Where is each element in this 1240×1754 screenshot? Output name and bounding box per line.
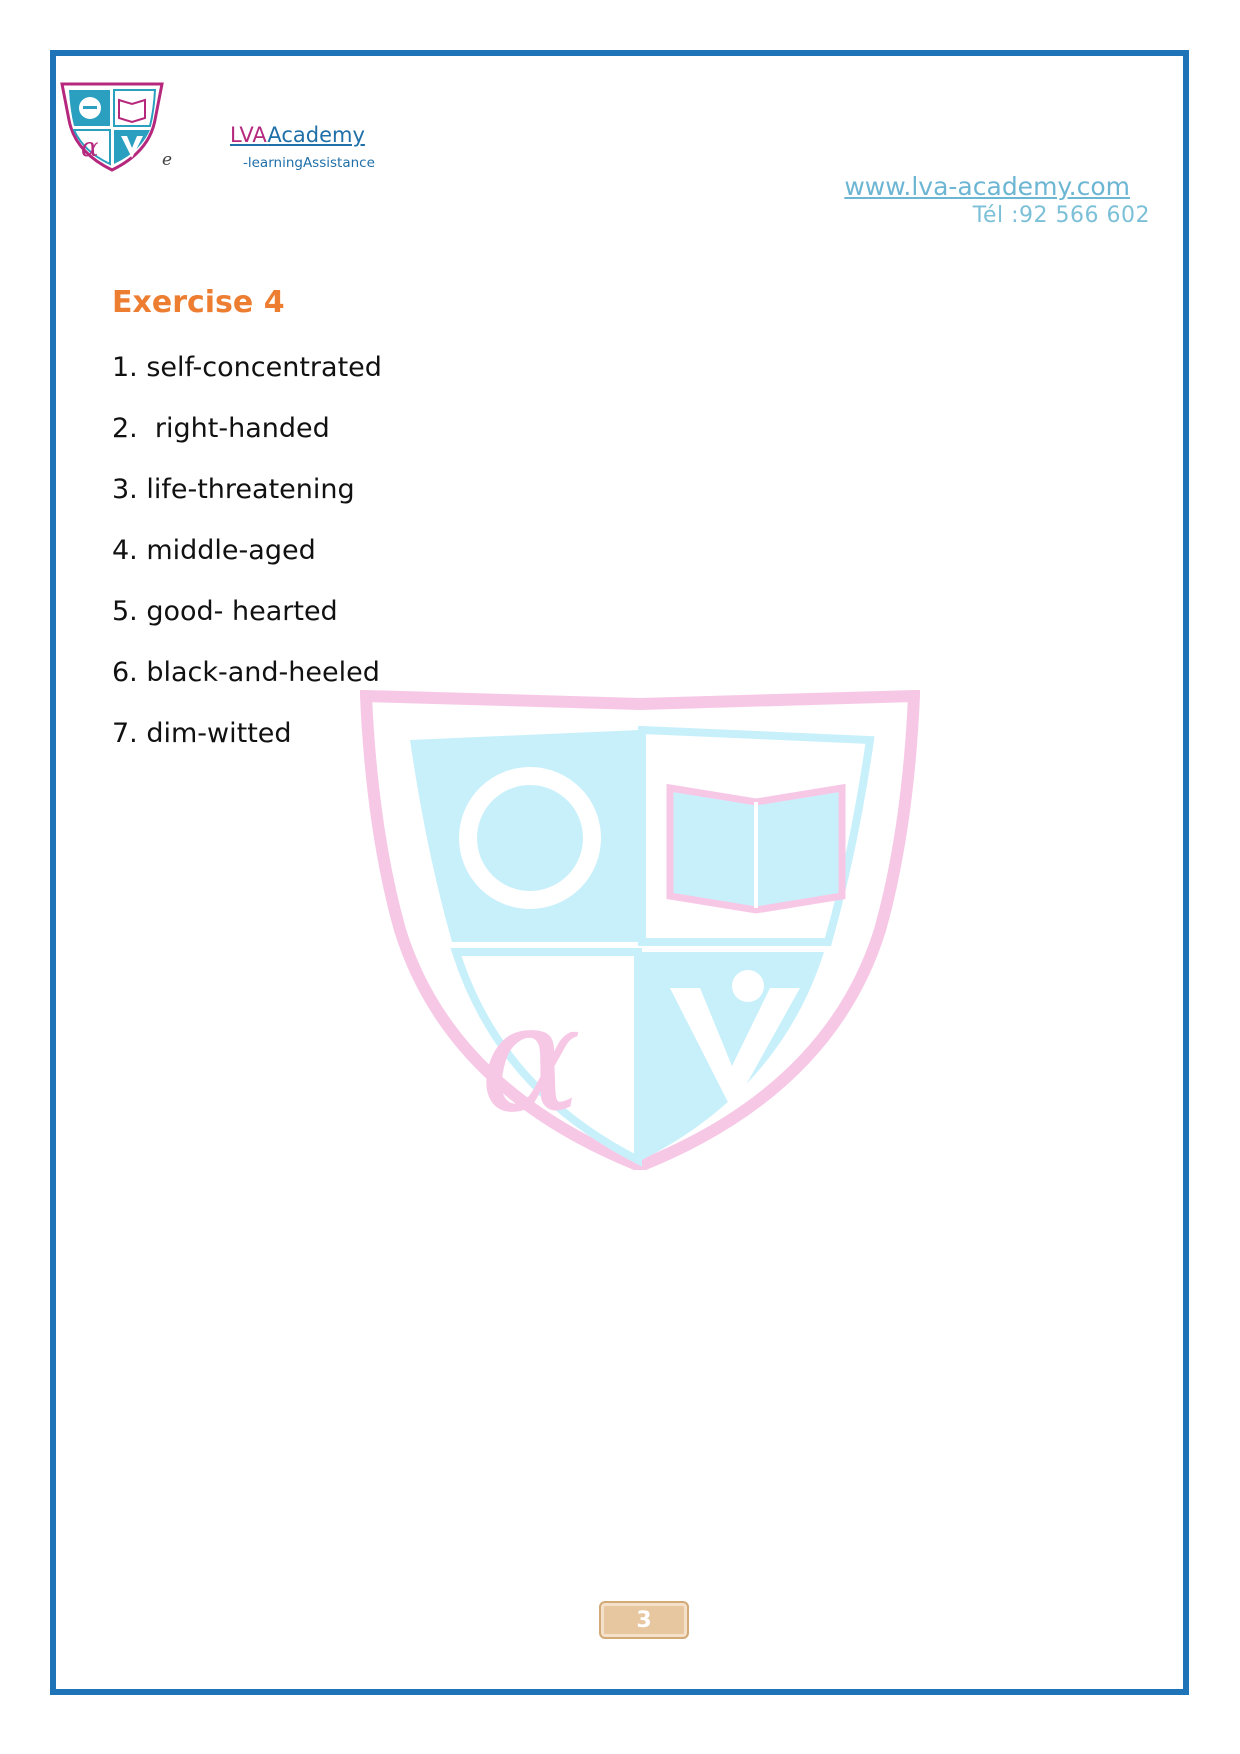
brand-name [230, 121, 365, 149]
brand-e-mark: e [162, 150, 173, 170]
list-item: 7. dim-witted [112, 718, 292, 749]
svg-text:α: α [81, 133, 99, 163]
brand-academy-text: Academy [267, 123, 365, 147]
list-item: 1. self-concentrated [112, 352, 382, 383]
list-item: 5. good- hearted [112, 596, 338, 627]
exercise-title: Exercise 4 [112, 285, 285, 320]
list-item: 6. black-and-heeled [112, 657, 380, 688]
lva-academy-logo-icon [57, 80, 167, 172]
phone-number: Tél :92 566 602 [972, 203, 1150, 228]
svg-text:α: α [480, 972, 582, 1146]
brand-tagline: -learningAssistance [243, 155, 375, 171]
website-link[interactable]: www.lva-academy.com [844, 172, 1130, 201]
page-number: 3 [599, 1601, 689, 1639]
list-item: 2. right-handed [112, 413, 330, 444]
list-item: 3. life-threatening [112, 474, 355, 505]
brand-lva-text: LVA [230, 123, 268, 147]
answer-list [112, 350, 382, 777]
list-item: 4. middle-aged [112, 535, 316, 566]
shield-watermark-icon [360, 690, 920, 1170]
